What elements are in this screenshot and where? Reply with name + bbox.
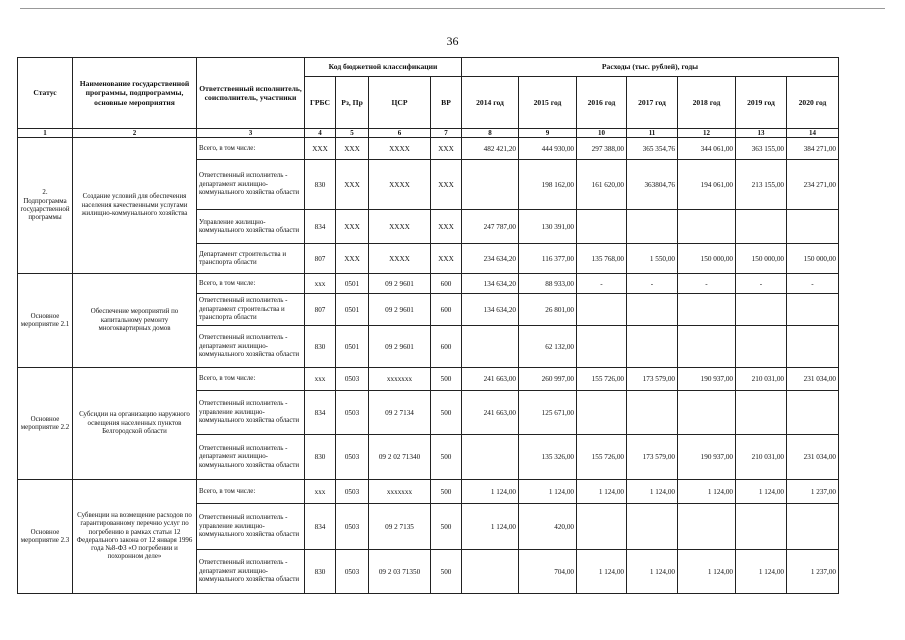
grbs-cell: xxx bbox=[305, 480, 336, 504]
amount-cell: 134 634,20 bbox=[462, 274, 519, 294]
amount-cell: 135 326,00 bbox=[519, 435, 577, 480]
amount-cell: 198 162,00 bbox=[519, 160, 577, 210]
amount-cell: 247 787,00 bbox=[462, 210, 519, 244]
amount-cell bbox=[577, 210, 627, 244]
program-name-cell: Создание условий для обеспечения населения качественными услугами жилищно-коммунального хозяйства bbox=[73, 138, 197, 274]
amount-cell: 363804,76 bbox=[627, 160, 678, 210]
executor-cell: Ответственный исполнитель - департамент жилищно-коммунального хозяйства области bbox=[197, 550, 305, 594]
rzpr-cell: 0501 bbox=[336, 294, 369, 326]
year-header: 2015 год bbox=[519, 77, 577, 129]
amount-cell bbox=[678, 504, 736, 550]
amount-cell: 384 271,00 bbox=[787, 138, 839, 160]
amount-cell: 26 801,00 bbox=[519, 294, 577, 326]
budget-code-header: Код бюджетной классификации bbox=[305, 58, 462, 77]
executor-cell: Ответственный исполнитель - управление жилищно-коммунального хозяйства области bbox=[197, 504, 305, 550]
amount-cell bbox=[462, 160, 519, 210]
amount-cell: 1 124,00 bbox=[736, 480, 787, 504]
amount-cell bbox=[736, 210, 787, 244]
grbs-cell: 830 bbox=[305, 435, 336, 480]
table-row bbox=[18, 480, 839, 504]
rzpr-cell: 0503 bbox=[336, 435, 369, 480]
amount-cell: 210 031,00 bbox=[736, 435, 787, 480]
amount-cell: 88 933,00 bbox=[519, 274, 577, 294]
executor-cell: Ответственный исполнитель - управление жилищно-коммунального хозяйства области bbox=[197, 391, 305, 435]
amount-cell bbox=[736, 326, 787, 368]
amount-cell bbox=[787, 391, 839, 435]
program-name-cell: Субсидии на организацию наружного освещения населенных пунктов Белгородской области bbox=[73, 368, 197, 480]
executor-cell: Всего, в том числе: bbox=[197, 480, 305, 504]
rzpr-cell: 0503 bbox=[336, 504, 369, 550]
amount-cell: 116 377,00 bbox=[519, 244, 577, 274]
amount-cell: 344 061,00 bbox=[678, 138, 736, 160]
amount-cell: - bbox=[736, 274, 787, 294]
csr-cell: 09 2 9601 bbox=[369, 326, 431, 368]
amount-cell: 210 031,00 bbox=[736, 368, 787, 391]
executor-cell: Ответственный исполнитель - департамент жилищно-коммунального хозяйства области bbox=[197, 160, 305, 210]
status-cell: Основное мероприятие 2.2 bbox=[18, 368, 73, 480]
year-header: 2016 год bbox=[577, 77, 627, 129]
grbs-cell: 834 bbox=[305, 210, 336, 244]
column-number: 14 bbox=[787, 129, 839, 138]
column-number: 8 bbox=[462, 129, 519, 138]
column-number: 10 bbox=[577, 129, 627, 138]
amount-cell: - bbox=[577, 274, 627, 294]
page-number: 36 bbox=[446, 34, 459, 48]
rzpr-cell: 0503 bbox=[336, 550, 369, 594]
page-top-border bbox=[20, 8, 885, 9]
grbs-cell: 830 bbox=[305, 550, 336, 594]
amount-cell: 365 354,76 bbox=[627, 138, 678, 160]
executor-cell: Ответственный исполнитель - департамент жилищно-коммунального хозяйства области bbox=[197, 435, 305, 480]
year-header: 2018 год bbox=[678, 77, 736, 129]
amount-cell bbox=[462, 326, 519, 368]
executor-cell: Всего, в том числе: bbox=[197, 368, 305, 391]
amount-cell: 234 271,00 bbox=[787, 160, 839, 210]
amount-cell: 297 388,00 bbox=[577, 138, 627, 160]
amount-cell bbox=[678, 326, 736, 368]
status-cell: Основное мероприятие 2.1 bbox=[18, 274, 73, 368]
vr-cell: 500 bbox=[431, 550, 462, 594]
amount-cell bbox=[678, 210, 736, 244]
amount-cell: 190 937,00 bbox=[678, 435, 736, 480]
rzpr-cell: 0501 bbox=[336, 274, 369, 294]
amount-cell: 125 671,00 bbox=[519, 391, 577, 435]
amount-cell bbox=[627, 326, 678, 368]
csr-cell: 09 2 7134 bbox=[369, 391, 431, 435]
column-number: 11 bbox=[627, 129, 678, 138]
year-header: 2017 год bbox=[627, 77, 678, 129]
amount-cell: 150 000,00 bbox=[787, 244, 839, 274]
amount-cell bbox=[462, 435, 519, 480]
amount-cell: 234 634,20 bbox=[462, 244, 519, 274]
rzpr-cell: 0501 bbox=[336, 326, 369, 368]
executor-header: Ответственный исполнитель, соисполнитель, участники bbox=[197, 58, 305, 129]
amount-cell: 1 237,00 bbox=[787, 550, 839, 594]
amount-cell bbox=[577, 504, 627, 550]
vr-header: ВР bbox=[431, 77, 462, 129]
csr-cell: XXXX bbox=[369, 138, 431, 160]
amount-cell: 1 124,00 bbox=[462, 480, 519, 504]
program-name-cell: Субвенции на возмещение расходов по гарантированному перечню услуг по погребению в рамках статьи 12 Федерального закона от 12 января 1996 года №8-ФЗ «О погребении и похоронном деле» bbox=[73, 480, 197, 594]
amount-cell: 194 061,00 bbox=[678, 160, 736, 210]
vr-cell: XXX bbox=[431, 244, 462, 274]
amount-cell bbox=[577, 294, 627, 326]
column-number: 1 bbox=[18, 129, 73, 138]
amount-cell: 1 124,00 bbox=[577, 550, 627, 594]
csr-header: ЦСР bbox=[369, 77, 431, 129]
column-number: 2 bbox=[73, 129, 197, 138]
csr-cell: XXXX bbox=[369, 210, 431, 244]
amount-cell: 1 124,00 bbox=[519, 480, 577, 504]
rzpr-cell: 0503 bbox=[336, 368, 369, 391]
year-header: 2014 год bbox=[462, 77, 519, 129]
grbs-cell: xxx bbox=[305, 274, 336, 294]
status-cell: 2. Подпрограмма государственной программы bbox=[18, 138, 73, 274]
status-cell: Основное мероприятие 2.3 bbox=[18, 480, 73, 594]
grbs-cell: 830 bbox=[305, 160, 336, 210]
grbs-cell: 830 bbox=[305, 326, 336, 368]
executor-cell: Управление жилищно-коммунального хозяйства области bbox=[197, 210, 305, 244]
column-number: 13 bbox=[736, 129, 787, 138]
table-row bbox=[18, 274, 839, 294]
amount-cell: 1 124,00 bbox=[736, 550, 787, 594]
executor-cell: Ответственный исполнитель - департамент жилищно-коммунального хозяйства области bbox=[197, 326, 305, 368]
amount-cell: - bbox=[787, 274, 839, 294]
amount-cell: 161 620,00 bbox=[577, 160, 627, 210]
vr-cell: 500 bbox=[431, 504, 462, 550]
column-number: 7 bbox=[431, 129, 462, 138]
rzpr-cell: 0503 bbox=[336, 391, 369, 435]
amount-cell: 150 000,00 bbox=[678, 244, 736, 274]
amount-cell: 1 550,00 bbox=[627, 244, 678, 274]
vr-cell: 600 bbox=[431, 294, 462, 326]
amount-cell: 155 726,00 bbox=[577, 435, 627, 480]
program-name-cell: Обеспечение мероприятий по капитальному ремонту многоквартирных домов bbox=[73, 274, 197, 368]
rzpr-cell: XXX bbox=[336, 210, 369, 244]
amount-cell: 241 663,00 bbox=[462, 368, 519, 391]
rzpr-cell: XXX bbox=[336, 160, 369, 210]
vr-cell: 600 bbox=[431, 274, 462, 294]
amount-cell bbox=[627, 504, 678, 550]
grbs-cell: 834 bbox=[305, 504, 336, 550]
rzpr-header: Рз, Пр bbox=[336, 77, 369, 129]
csr-cell: 09 2 02 71340 bbox=[369, 435, 431, 480]
amount-cell: 134 634,20 bbox=[462, 294, 519, 326]
grbs-cell: XXX bbox=[305, 138, 336, 160]
column-number: 3 bbox=[197, 129, 305, 138]
amount-cell bbox=[627, 391, 678, 435]
amount-cell: 1 124,00 bbox=[678, 550, 736, 594]
rzpr-cell: XXX bbox=[336, 244, 369, 274]
csr-cell: XXXX bbox=[369, 244, 431, 274]
amount-cell: 704,00 bbox=[519, 550, 577, 594]
column-number: 6 bbox=[369, 129, 431, 138]
amount-cell: 241 663,00 bbox=[462, 391, 519, 435]
amount-cell: 231 034,00 bbox=[787, 435, 839, 480]
csr-cell: 09 2 03 71350 bbox=[369, 550, 431, 594]
vr-cell: 500 bbox=[431, 435, 462, 480]
amount-cell: - bbox=[627, 274, 678, 294]
amount-cell: 420,00 bbox=[519, 504, 577, 550]
grbs-cell: 807 bbox=[305, 294, 336, 326]
amount-cell: 482 421,20 bbox=[462, 138, 519, 160]
column-number: 12 bbox=[678, 129, 736, 138]
column-number: 9 bbox=[519, 129, 577, 138]
amount-cell bbox=[627, 294, 678, 326]
amount-cell: 135 768,00 bbox=[577, 244, 627, 274]
amount-cell bbox=[678, 294, 736, 326]
amount-cell: 363 155,00 bbox=[736, 138, 787, 160]
executor-cell: Всего, в том числе: bbox=[197, 138, 305, 160]
vr-cell: XXX bbox=[431, 138, 462, 160]
grbs-cell: 807 bbox=[305, 244, 336, 274]
column-number: 4 bbox=[305, 129, 336, 138]
table-row bbox=[18, 138, 839, 160]
amount-cell: 260 997,00 bbox=[519, 368, 577, 391]
amount-cell: 173 579,00 bbox=[627, 435, 678, 480]
amount-cell: 1 237,00 bbox=[787, 480, 839, 504]
grbs-cell: xxx bbox=[305, 368, 336, 391]
executor-cell: Всего, в том числе: bbox=[197, 274, 305, 294]
amount-cell bbox=[678, 391, 736, 435]
amount-cell bbox=[787, 294, 839, 326]
vr-cell: 500 bbox=[431, 480, 462, 504]
csr-cell: xxxxxxx bbox=[369, 368, 431, 391]
rzpr-cell: 0503 bbox=[336, 480, 369, 504]
amount-cell: - bbox=[678, 274, 736, 294]
table-row bbox=[18, 368, 839, 391]
amount-cell bbox=[787, 504, 839, 550]
amount-cell: 173 579,00 bbox=[627, 368, 678, 391]
executor-cell: Ответственный исполнитель - департамент строительства и транспорта области bbox=[197, 294, 305, 326]
grbs-header: ГРБС bbox=[305, 77, 336, 129]
amount-cell bbox=[627, 210, 678, 244]
amount-cell bbox=[736, 504, 787, 550]
executor-cell: Департамент строительства и транспорта области bbox=[197, 244, 305, 274]
amount-cell bbox=[736, 294, 787, 326]
year-header: 2019 год bbox=[736, 77, 787, 129]
amount-cell bbox=[462, 550, 519, 594]
amount-cell: 150 000,00 bbox=[736, 244, 787, 274]
vr-cell: XXX bbox=[431, 160, 462, 210]
expenses-header: Расходы (тыс. рублей), годы bbox=[462, 58, 839, 77]
program-name-header: Наименование государственной программы, подпрограммы, основные мероприятия bbox=[73, 58, 197, 129]
budget-table bbox=[17, 57, 839, 594]
amount-cell: 155 726,00 bbox=[577, 368, 627, 391]
amount-cell: 444 930,00 bbox=[519, 138, 577, 160]
vr-cell: 600 bbox=[431, 326, 462, 368]
vr-cell: XXX bbox=[431, 210, 462, 244]
grbs-cell: 834 bbox=[305, 391, 336, 435]
amount-cell: 1 124,00 bbox=[627, 480, 678, 504]
year-header: 2020 год bbox=[787, 77, 839, 129]
csr-cell: XXXX bbox=[369, 160, 431, 210]
amount-cell bbox=[577, 391, 627, 435]
amount-cell: 231 034,00 bbox=[787, 368, 839, 391]
table-body bbox=[18, 138, 839, 594]
amount-cell: 213 155,00 bbox=[736, 160, 787, 210]
csr-cell: 09 2 9601 bbox=[369, 274, 431, 294]
rzpr-cell: XXX bbox=[336, 138, 369, 160]
amount-cell: 1 124,00 bbox=[678, 480, 736, 504]
amount-cell: 1 124,00 bbox=[462, 504, 519, 550]
amount-cell bbox=[787, 210, 839, 244]
vr-cell: 500 bbox=[431, 391, 462, 435]
amount-cell bbox=[787, 326, 839, 368]
amount-cell: 1 124,00 bbox=[577, 480, 627, 504]
status-header: Статус bbox=[18, 58, 73, 129]
vr-cell: 500 bbox=[431, 368, 462, 391]
amount-cell bbox=[577, 326, 627, 368]
csr-cell: 09 2 9601 bbox=[369, 294, 431, 326]
csr-cell: xxxxxxx bbox=[369, 480, 431, 504]
column-number: 5 bbox=[336, 129, 369, 138]
amount-cell bbox=[736, 391, 787, 435]
amount-cell: 130 391,00 bbox=[519, 210, 577, 244]
amount-cell: 1 124,00 bbox=[627, 550, 678, 594]
csr-cell: 09 2 7135 bbox=[369, 504, 431, 550]
amount-cell: 62 132,00 bbox=[519, 326, 577, 368]
amount-cell: 190 937,00 bbox=[678, 368, 736, 391]
